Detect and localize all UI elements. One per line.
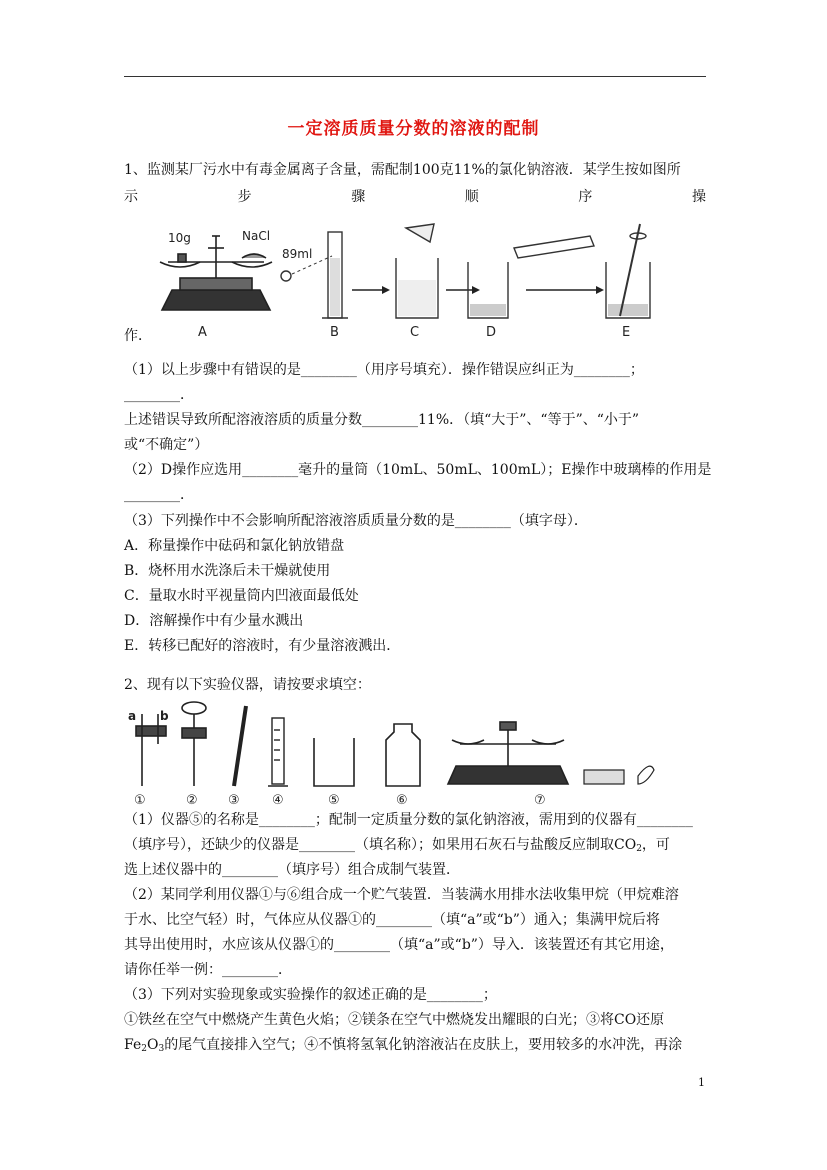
tweezers-illustration [638,766,654,784]
instrument-number: ③ [228,793,240,808]
q1-spread-line [124,186,706,206]
instrument-number: ⑤ [328,793,340,808]
q2-part2-cont: 于水、比空气轻）时，气体应从仪器①的________（填“a”或“b”）通入；集满甲烷后将 [124,912,660,928]
q1-spread-word: 步 [237,189,252,205]
q2-part3: （3）下列对实验现象或实验操作的叙述正确的是________； [124,987,497,1003]
two-tube-stopper-illustration [136,714,166,786]
q2-part1-cont [124,836,670,858]
q2-part2-cont: 其导出使用时，水应该从仪器①的________（填“a”或“b”）导入．该装置还有其它用途， [124,937,674,953]
subscript: 2 [141,1044,147,1054]
beaker-with-paper-illustration [396,224,438,318]
glass-rod-illustration [234,706,246,786]
q1-part1: （1）以上步骤中有错误的是________（用序号填充）．操作错误应纠正为________； [124,362,644,378]
q1-procedure-figure [150,218,670,342]
q1-spread-word: 顺 [464,189,479,205]
step-label-d: D [486,325,497,340]
beaker-illustration [314,738,354,786]
q2-part3-statements: ①铁丝在空气中燃烧产生黄色火焰；②镁条在空气中燃烧发出耀眼的白光；③将CO还原 [124,1012,665,1028]
instrument-number: ⑦ [534,793,546,808]
q1-intro-tail: 作． [124,328,152,344]
q1-option: B．烧杯用水洗涤后未干燥就使用 [124,563,331,579]
q2-part1-end: 选上述仪器中的________（填序号）组合成制气装置． [124,862,460,878]
q2-part1-cont-tail: ，可 [641,837,670,853]
q2-part2: （2）某同学利用仪器①与⑥组合成一个贮气装置．当装满水用排水法收集甲烷（甲烷难溶 [124,887,679,903]
arrow-icon [596,286,604,294]
q2-part2-end: 请你任举一例：________． [124,962,292,978]
q1-part1-cont: ________． [124,387,194,403]
subscript: 2 [636,844,642,854]
balance-illustration [448,722,568,784]
volume-label: 89ml [282,247,313,261]
beaker-pouring-illustration [468,236,594,318]
port-a-label: a [128,709,137,723]
q1-option: C．量取水时平视量筒内凹液面最低处 [124,588,359,604]
q1-part2-cont: ________． [124,487,194,503]
q1-part1-effect-cont: 或“不确定”） [124,437,209,453]
step-label-e: E [622,325,631,340]
q1-part3: （3）下列操作中不会影响所配溶液溶质质量分数的是________（填字母）． [124,513,588,529]
separatory-funnel-illustration [182,702,206,786]
instrument-number: ⑥ [396,793,408,808]
instrument-number: ② [186,793,198,808]
weight-label: 10g [168,231,191,245]
arrow-icon [382,286,390,294]
step-label-c: C [410,325,420,340]
q1-intro: 1、监测某厂污水中有毒金属离子含量，需配制100克11%的氯化钠溶液．某学生按如图所 [124,162,681,178]
graduated-cylinder-illustration [268,718,288,786]
step-label-a: A [198,325,207,340]
gas-bottle-illustration [386,724,420,786]
q1-option: D．溶解操作中有少量水溅出 [124,613,304,629]
arrow-icon [472,286,480,294]
q1-option: E．转移已配好的溶液时，有少量溶液溅出． [124,638,401,654]
nacl-label: NaCl [242,229,271,243]
graduated-cylinder-illustration [322,232,348,318]
page-title: 一定溶质质量分数的溶液的配制 [287,119,540,139]
balance-illustration [160,236,272,310]
page-number: 1 [698,1076,705,1089]
instrument-number: ① [134,793,146,808]
port-b-label: b [160,709,169,723]
q1-spread-word: 序 [578,189,593,205]
step-label-b: B [330,325,339,340]
subscript: 3 [158,1044,165,1054]
beaker-stirring-illustration [606,224,650,318]
q2-instruments-figure [122,700,682,808]
q2-part1: （1）仪器⑤的名称是________；配制一定质量分数的氯化钠溶液，需用到的仪器有________ [124,812,693,828]
q1-spread-word: 骤 [351,189,366,205]
q2-part1-cont-text: （填序号），还缺少的仪器是________（填名称）；如果用石灰石与盐酸反应制取CO [124,837,637,853]
q1-part2: （2）D操作应选用________毫升的量筒（10mL、50mL、100mL）；E操作中玻璃棒的作用是 [124,462,712,478]
instrument-number: ④ [272,793,284,808]
eye-icon [281,271,291,281]
q2-part3-statements-cont [124,1036,682,1058]
formula-fe: Fe [124,1037,142,1053]
q2-intro: 2、现有以下实验仪器，请按要求填空： [124,677,371,693]
statement-tail: 的尾气直接排入空气；④不慎将氢氧化钠溶液沾在皮肤上，要用较多的水冲洗，再涂 [164,1037,683,1053]
q1-spread-word: 操 [691,189,706,205]
q1-option: A．称量操作中砝码和氯化钠放错盘 [124,538,345,554]
weight-box-illustration [584,770,624,784]
formula-o: O [146,1037,159,1053]
q1-spread-word: 示 [124,189,138,205]
q1-part1-effect: 上述错误导致所配溶液溶质的质量分数________11%．（填“大于”、“等于”、“小于” [124,412,640,428]
header-rule [124,76,706,77]
